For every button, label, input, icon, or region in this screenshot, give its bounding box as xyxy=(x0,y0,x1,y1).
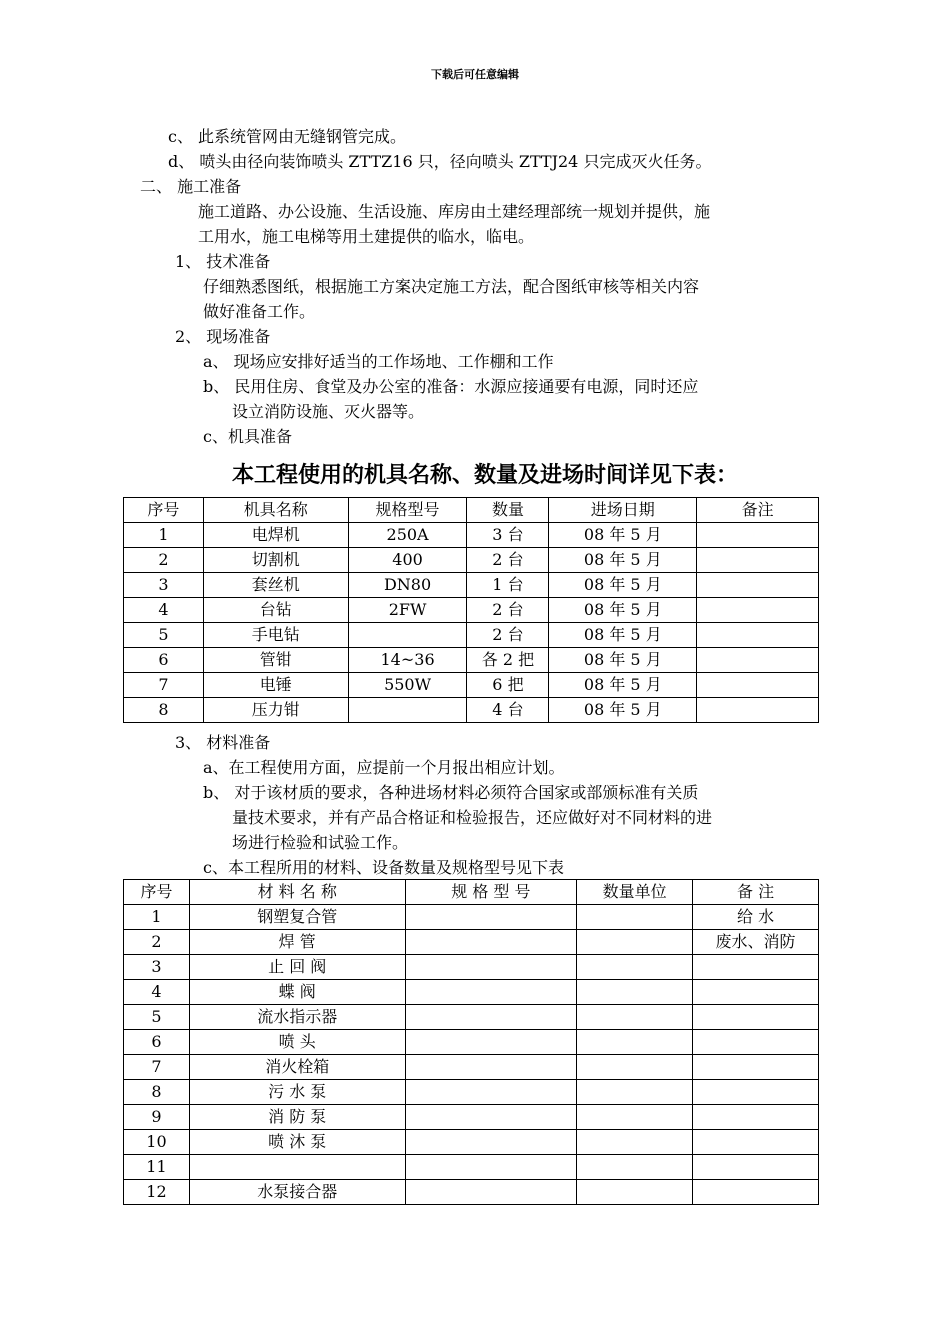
table-cell xyxy=(693,955,819,980)
table-cell xyxy=(405,1180,577,1205)
table-cell: 钢塑复合管 xyxy=(189,905,405,930)
table-cell: 2 xyxy=(124,548,204,573)
text-line: 工用水，施工电梯等用土建提供的临水，临电。 xyxy=(198,227,535,246)
table-cell: 7 xyxy=(124,673,204,698)
table-cell xyxy=(697,573,819,598)
table-cell: 2FW xyxy=(348,598,467,623)
table-cell xyxy=(577,1130,693,1155)
table-cell xyxy=(348,623,467,648)
table-cell: 1 xyxy=(124,905,190,930)
table-cell xyxy=(693,1180,819,1205)
table-cell: DN80 xyxy=(348,573,467,598)
subsection-heading: 2、 现场准备 xyxy=(175,327,271,346)
table-cell xyxy=(189,1155,405,1180)
table-cell: 给 水 xyxy=(693,905,819,930)
table-row xyxy=(124,598,819,623)
table-cell: 电锤 xyxy=(203,673,348,698)
table-cell: 08 年 5 月 xyxy=(549,523,697,548)
table-cell xyxy=(697,523,819,548)
table-header-cell: 材 料 名 称 xyxy=(189,880,405,905)
table-cell: 6 xyxy=(124,1030,190,1055)
table-cell xyxy=(577,930,693,955)
table-cell xyxy=(405,905,577,930)
table-cell: 7 xyxy=(124,1055,190,1080)
table-cell xyxy=(577,1005,693,1030)
table-row xyxy=(124,955,819,980)
table-cell: 550W xyxy=(348,673,467,698)
table-cell xyxy=(405,1105,577,1130)
table-cell xyxy=(577,1105,693,1130)
table-cell xyxy=(405,1055,577,1080)
table-cell xyxy=(405,1005,577,1030)
table-row xyxy=(124,648,819,673)
table-cell: 08 年 5 月 xyxy=(549,623,697,648)
table-cell xyxy=(697,648,819,673)
table-header-cell: 备注 xyxy=(697,498,819,523)
table-header-row xyxy=(124,498,819,523)
subsection-heading: 3、 材料准备 xyxy=(175,733,271,752)
text-line: 量技术要求，并有产品合格证和检验报告，还应做好对不同材料的进 xyxy=(232,808,713,827)
material-table xyxy=(123,879,819,1205)
text-line: 仔细熟悉图纸，根据施工方案决定施工方法，配合图纸审核等相关内容 xyxy=(203,277,700,296)
table-cell: 10 xyxy=(124,1130,190,1155)
table-cell: 电焊机 xyxy=(203,523,348,548)
table-cell xyxy=(577,1080,693,1105)
table-cell: 流水指示器 xyxy=(189,1005,405,1030)
table-cell xyxy=(405,955,577,980)
table-row xyxy=(124,930,819,955)
table-header-cell: 进场日期 xyxy=(549,498,697,523)
table-cell xyxy=(697,623,819,648)
table-header-cell: 备 注 xyxy=(693,880,819,905)
table-cell xyxy=(577,1055,693,1080)
table-cell: 2 台 xyxy=(467,598,549,623)
table-header-cell: 数量 xyxy=(467,498,549,523)
table-cell: 蝶 阀 xyxy=(189,980,405,1005)
machine-table-title: 本工程使用的机具名称、数量及进场时间详见下表： xyxy=(232,463,739,488)
text-line: b、 民用住房、食堂及办公室的准备：水源应接通要有电源，同时还应 xyxy=(203,377,699,396)
table-cell: 喷 沐 泵 xyxy=(189,1130,405,1155)
text-line: 设立消防设施、灭火器等。 xyxy=(232,402,425,421)
table-row xyxy=(124,1080,819,1105)
text-line: c、本工程所用的材料、设备数量及规格型号见下表 xyxy=(203,858,564,877)
table-cell: 4 xyxy=(124,598,204,623)
table-cell xyxy=(693,1105,819,1130)
table-cell: 4 xyxy=(124,980,190,1005)
table-cell xyxy=(693,1155,819,1180)
table-cell xyxy=(577,980,693,1005)
table-header-row xyxy=(124,880,819,905)
table-cell xyxy=(577,905,693,930)
table-cell xyxy=(405,1080,577,1105)
table-cell xyxy=(693,1030,819,1055)
table-cell xyxy=(405,930,577,955)
table-cell: 8 xyxy=(124,698,204,723)
table-cell xyxy=(697,698,819,723)
table-cell: 水泵接合器 xyxy=(189,1180,405,1205)
table-cell: 焊 管 xyxy=(189,930,405,955)
table-cell: 5 xyxy=(124,1005,190,1030)
table-cell xyxy=(697,598,819,623)
text-line: a、在工程使用方面，应提前一个月报出相应计划。 xyxy=(203,758,565,777)
table-cell: 250A xyxy=(348,523,467,548)
table-cell: 12 xyxy=(124,1180,190,1205)
table-cell: 消 防 泵 xyxy=(189,1105,405,1130)
table-cell: 3 xyxy=(124,573,204,598)
table-row xyxy=(124,905,819,930)
table-cell: 消火栓箱 xyxy=(189,1055,405,1080)
table-cell: 污 水 泵 xyxy=(189,1080,405,1105)
table-cell: 14~36 xyxy=(348,648,467,673)
table-cell: 11 xyxy=(124,1155,190,1180)
table-cell: 1 台 xyxy=(467,573,549,598)
table-cell: 08 年 5 月 xyxy=(549,698,697,723)
table-cell xyxy=(577,1030,693,1055)
table-cell xyxy=(405,980,577,1005)
table-cell: 废水、消防 xyxy=(693,930,819,955)
text-line: c、机具准备 xyxy=(203,427,292,446)
machine-table xyxy=(123,497,819,723)
table-cell: 2 台 xyxy=(467,623,549,648)
table-cell xyxy=(577,1180,693,1205)
table-row xyxy=(124,673,819,698)
table-row xyxy=(124,1030,819,1055)
table-row xyxy=(124,1055,819,1080)
text-line: 施工道路、办公设施、生活设施、库房由土建经理部统一规划并提供，施 xyxy=(198,202,711,221)
table-cell: 套丝机 xyxy=(203,573,348,598)
table-row xyxy=(124,1105,819,1130)
table-row xyxy=(124,623,819,648)
table-cell: 手电钻 xyxy=(203,623,348,648)
table-cell: 6 xyxy=(124,648,204,673)
table-cell xyxy=(693,980,819,1005)
table-header-cell: 规 格 型 号 xyxy=(405,880,577,905)
table-cell: 2 xyxy=(124,930,190,955)
table-cell xyxy=(697,673,819,698)
page-header: 下载后可任意编辑 xyxy=(431,68,519,81)
table-cell: 8 xyxy=(124,1080,190,1105)
table-cell: 08 年 5 月 xyxy=(549,548,697,573)
table-cell xyxy=(693,1130,819,1155)
table-cell: 各 2 把 xyxy=(467,648,549,673)
table-cell: 3 xyxy=(124,955,190,980)
text-line: b、 对于该材质的要求，各种进场材料必须符合国家或部颁标准有关质 xyxy=(203,783,699,802)
table-header-cell: 序号 xyxy=(124,880,190,905)
table-cell xyxy=(693,1005,819,1030)
table-cell: 切割机 xyxy=(203,548,348,573)
table-cell xyxy=(697,548,819,573)
text-line: 做好准备工作。 xyxy=(203,302,316,321)
table-header-cell: 规格型号 xyxy=(348,498,467,523)
table-cell: 6 把 xyxy=(467,673,549,698)
text-line: d、 喷头由径向装饰喷头 ZTTZ16 只，径向喷头 ZTTJ24 只完成灭火任务。 xyxy=(168,152,712,171)
table-cell: 台钻 xyxy=(203,598,348,623)
table-cell: 08 年 5 月 xyxy=(549,673,697,698)
text-line: a、 现场应安排好适当的工作场地、工作棚和工作 xyxy=(203,352,554,371)
table-cell: 管钳 xyxy=(203,648,348,673)
text-line: 场进行检验和试验工作。 xyxy=(232,833,409,852)
table-cell xyxy=(577,1155,693,1180)
table-cell xyxy=(348,698,467,723)
table-cell: 5 xyxy=(124,623,204,648)
table-cell xyxy=(577,955,693,980)
table-cell: 9 xyxy=(124,1105,190,1130)
table-header-cell: 数量单位 xyxy=(577,880,693,905)
table-cell: 400 xyxy=(348,548,467,573)
subsection-heading: 1、 技术准备 xyxy=(175,252,271,271)
table-row xyxy=(124,1130,819,1155)
table-cell: 1 xyxy=(124,523,204,548)
table-cell xyxy=(693,1080,819,1105)
section-heading: 二、 施工准备 xyxy=(140,177,242,196)
table-cell xyxy=(693,1055,819,1080)
table-row xyxy=(124,1155,819,1180)
table-row xyxy=(124,523,819,548)
table-cell: 压力钳 xyxy=(203,698,348,723)
table-row xyxy=(124,573,819,598)
table-cell: 08 年 5 月 xyxy=(549,573,697,598)
table-cell: 4 台 xyxy=(467,698,549,723)
table-row xyxy=(124,1005,819,1030)
table-header-cell: 序号 xyxy=(124,498,204,523)
table-cell: 08 年 5 月 xyxy=(549,598,697,623)
table-cell: 2 台 xyxy=(467,548,549,573)
table-row xyxy=(124,1180,819,1205)
table-row xyxy=(124,548,819,573)
table-cell xyxy=(405,1030,577,1055)
text-line: c、 此系统管网由无缝钢管完成。 xyxy=(168,127,407,146)
table-cell: 08 年 5 月 xyxy=(549,648,697,673)
table-cell xyxy=(405,1155,577,1180)
table-header-cell: 机具名称 xyxy=(203,498,348,523)
table-cell xyxy=(405,1130,577,1155)
table-cell: 止 回 阀 xyxy=(189,955,405,980)
table-row xyxy=(124,980,819,1005)
table-row xyxy=(124,698,819,723)
table-cell: 喷 头 xyxy=(189,1030,405,1055)
table-cell: 3 台 xyxy=(467,523,549,548)
